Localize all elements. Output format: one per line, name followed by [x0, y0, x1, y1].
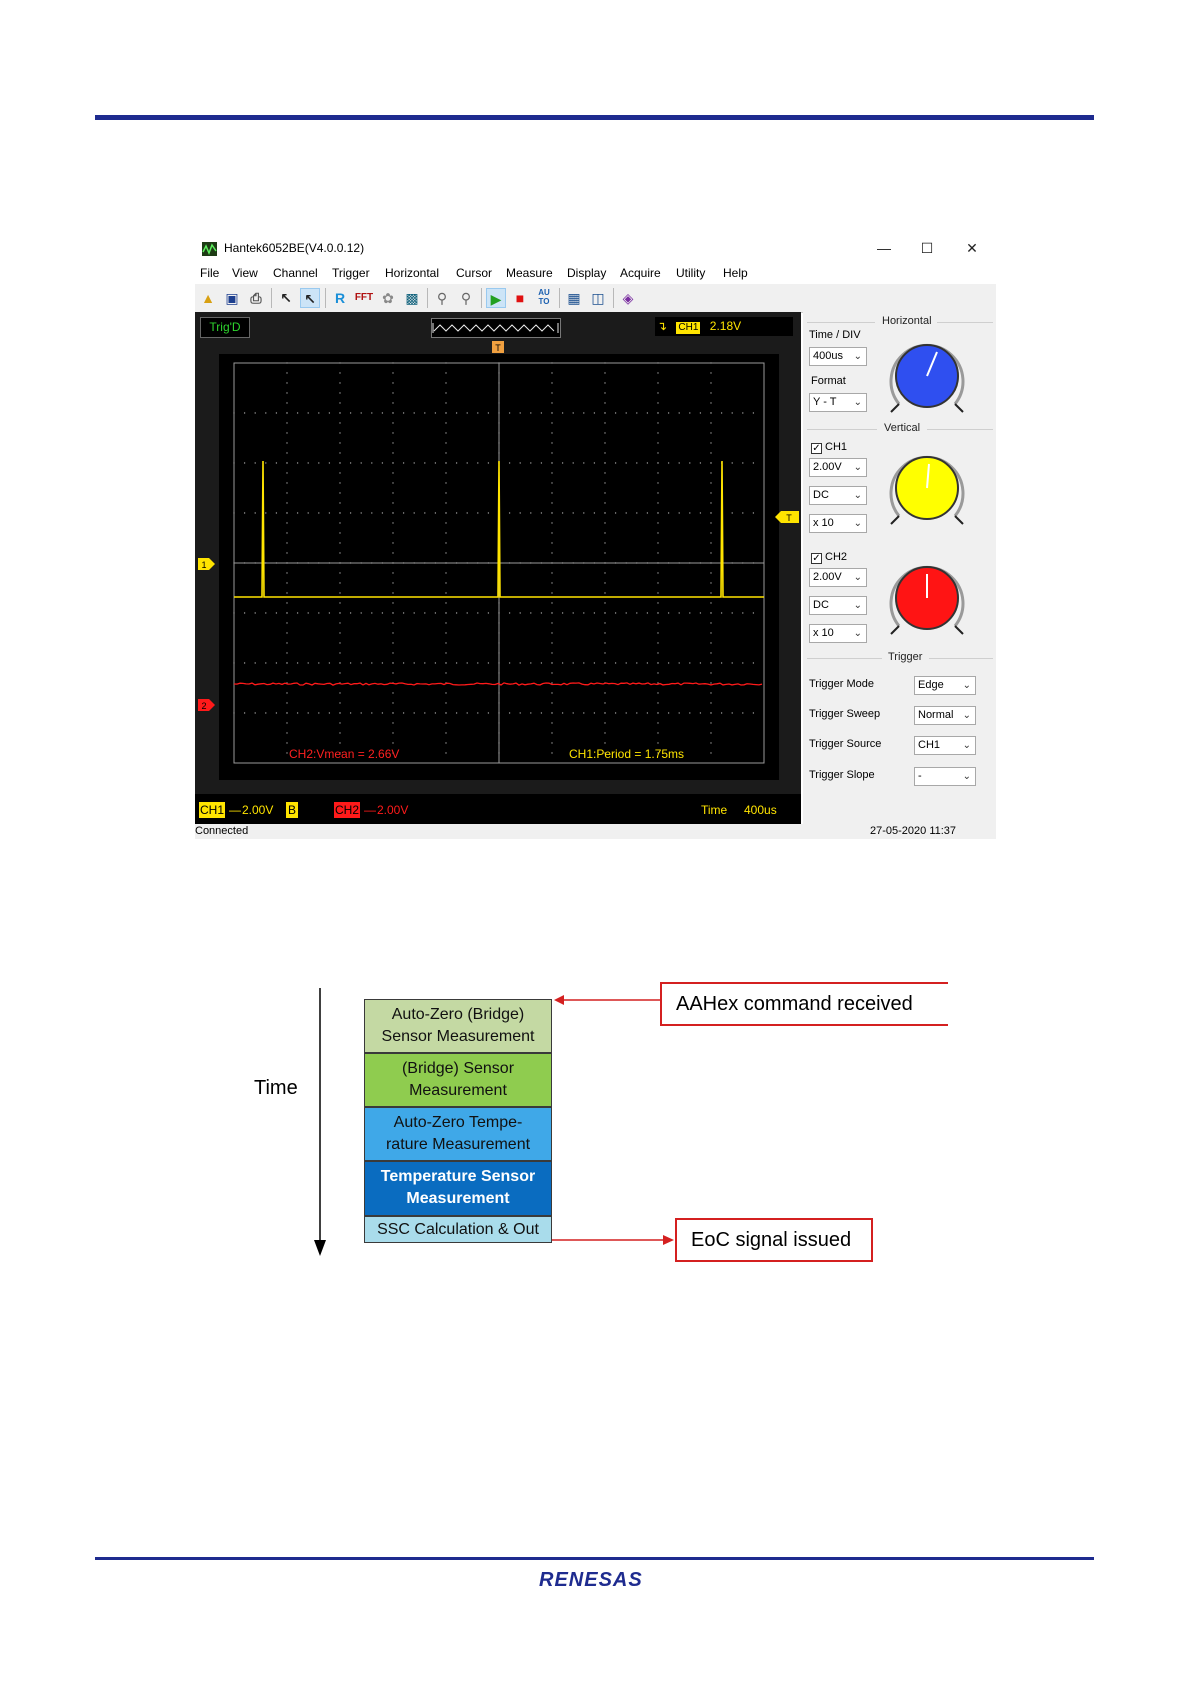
fft-icon[interactable]: FFT: [354, 292, 374, 303]
menu-channel[interactable]: Channel: [273, 266, 318, 280]
command-received-callout: AAHex command received: [660, 982, 948, 1026]
minimize-button[interactable]: —: [877, 240, 891, 256]
end-pointer-arrowhead: [663, 1235, 674, 1245]
window-title: Hantek6052BE(V4.0.0.12): [224, 241, 365, 255]
trigger-sweep-select[interactable]: Normal ⌄: [914, 706, 976, 725]
phase-autozero-temperature: [364, 1107, 552, 1161]
ch2-volts-knob[interactable]: [887, 558, 967, 638]
ch1-dc-icon: —: [229, 803, 241, 817]
falling-edge-icon: ↴: [657, 319, 668, 333]
ch2-probe-select[interactable]: x 10 ⌄: [809, 624, 867, 643]
menu-file[interactable]: File: [200, 266, 220, 280]
time-div-label: Time / DIV: [809, 329, 861, 341]
ch1-period-measurement: CH1:Period = 1.75ms: [569, 747, 685, 761]
time-axis-arrowhead: [314, 1240, 326, 1256]
maximize-button[interactable]: ☐: [920, 240, 934, 256]
datetime-status: 27-05-2020 11:37: [870, 825, 957, 837]
zoom-out-icon[interactable]: ⚲: [460, 290, 472, 306]
phase-line: Measurement: [406, 1190, 510, 1207]
ch2-name: CH2: [335, 803, 360, 817]
math-icon[interactable]: ✿: [382, 290, 394, 306]
close-button[interactable]: ✕: [966, 240, 978, 256]
trigger-group-title: Trigger: [888, 651, 923, 663]
ch2-coupling-select[interactable]: DC ⌄: [809, 596, 867, 615]
time-value: 400us: [744, 803, 777, 817]
ch2-vmean-measurement: CH2:Vmean = 2.66V: [289, 747, 400, 761]
scope-display: [195, 312, 801, 824]
menu-display[interactable]: Display: [567, 266, 607, 280]
trigger-position-marker[interactable]: [492, 341, 504, 353]
trigger-slope-select[interactable]: - ⌄: [914, 767, 976, 786]
svg-text:RENESAS: RENESAS: [539, 1569, 643, 1590]
trigger-source-label: Trigger Source: [809, 738, 882, 750]
menu-trigger[interactable]: Trigger: [332, 266, 370, 280]
ch2-enable-checkbox[interactable]: ✓: [812, 553, 821, 564]
phase-line: rature Measurement: [385, 1136, 531, 1153]
trigger-level-value: 2.18V: [709, 319, 742, 333]
ch1-enable-checkbox[interactable]: ✓: [812, 443, 821, 454]
ch2-dc-icon: —: [364, 803, 376, 817]
menu-measure[interactable]: Measure: [506, 266, 553, 280]
svg-text:1: 1: [201, 560, 207, 570]
app-status-bar: [195, 824, 996, 839]
footer-rule: [95, 1557, 1094, 1560]
scope-app-window: [195, 234, 996, 839]
select-arrow-icon[interactable]: ↖: [280, 290, 292, 306]
menu-help[interactable]: Help: [723, 266, 748, 280]
ch1-name: CH1: [200, 803, 225, 817]
phase-line: Temperature Sensor: [380, 1168, 536, 1185]
phase-line: Measurement: [409, 1082, 507, 1099]
book-icon[interactable]: ◈: [622, 290, 634, 306]
ch2-label: CH2: [825, 551, 848, 563]
window-icon[interactable]: ◫: [591, 290, 605, 306]
svg-text:T: T: [495, 343, 501, 353]
ch1-volts-select[interactable]: 2.00V ⌄: [809, 458, 867, 477]
phase-bridge-sensor: [364, 1053, 552, 1107]
ref-icon[interactable]: R: [334, 290, 346, 306]
svg-text:2: 2: [201, 701, 207, 711]
menu-view[interactable]: View: [232, 266, 258, 280]
ch1-label: CH1: [825, 441, 848, 453]
phase-line: Auto-Zero Tempe-: [393, 1114, 523, 1131]
title-bar[interactable]: [195, 234, 996, 262]
trigger-level-marker[interactable]: [775, 511, 799, 523]
run-icon[interactable]: ▶: [486, 288, 506, 308]
ch2-marker[interactable]: [198, 699, 215, 711]
trigger-slope-label: Trigger Slope: [809, 769, 875, 781]
phase-ssc-calculation: SSC Calculation & Out: [364, 1216, 552, 1243]
print-icon[interactable]: ⎙: [250, 290, 262, 306]
time-label: Time: [701, 803, 728, 817]
menu-horizontal[interactable]: Horizontal: [385, 266, 440, 280]
auto-icon[interactable]: AU TO: [538, 288, 550, 306]
horizontal-knob[interactable]: [887, 336, 967, 416]
phase-autozero-bridge: [364, 999, 552, 1053]
bandwidth-limit-flag: B: [288, 803, 297, 817]
measurement-sequence-diagram: [250, 980, 970, 1270]
time-axis-label: Time: [254, 1077, 298, 1099]
header-rule: [95, 115, 1094, 120]
menu-utility[interactable]: Utility: [676, 266, 706, 280]
ch1-volts-knob[interactable]: [887, 448, 967, 528]
trigger-source-select[interactable]: CH1 ⌄: [914, 736, 976, 755]
ch2-volts-select[interactable]: 2.00V ⌄: [809, 568, 867, 587]
time-div-select[interactable]: 400us ⌄: [809, 347, 867, 366]
pointer-icon[interactable]: ↖: [300, 288, 320, 308]
trigger-sweep-label: Trigger Sweep: [809, 708, 881, 720]
stop-icon[interactable]: ■: [515, 290, 525, 306]
zoom-in-icon[interactable]: ⚲: [436, 290, 448, 306]
phase-line: (Bridge) Sensor: [401, 1060, 515, 1077]
format-label: Format: [811, 375, 846, 387]
eoc-issued-callout: EoC signal issued: [675, 1218, 873, 1262]
ch1-scale: 2.00V: [242, 803, 274, 817]
control-panel: [803, 312, 996, 824]
trig-status: Trig'D: [200, 317, 250, 338]
connection-status: Connected: [195, 825, 249, 837]
phase-line: Sensor Measurement: [381, 1028, 535, 1045]
phase-line: Auto-Zero (Bridge): [391, 1006, 525, 1023]
trigger-channel-tag: CH1: [678, 322, 699, 333]
trigger-mode-select[interactable]: Edge ⌄: [914, 676, 976, 695]
menu-acquire[interactable]: Acquire: [620, 266, 661, 280]
app-icon: [202, 242, 217, 256]
svg-text:T: T: [786, 513, 792, 523]
phase-temperature-sensor: [364, 1161, 552, 1216]
format-select[interactable]: Y - T ⌄: [809, 393, 867, 412]
horizontal-group-title: Horizontal: [882, 315, 932, 327]
chevron-down-icon: ⌄: [853, 397, 862, 408]
capture-icon[interactable]: ▦: [567, 290, 581, 306]
ch1-probe-select[interactable]: x 10 ⌄: [809, 514, 867, 533]
menu-bar: [195, 262, 996, 284]
ch1-marker[interactable]: [198, 558, 215, 570]
toolbar: [195, 284, 996, 313]
chevron-down-icon: ⌄: [853, 351, 862, 362]
math-wave-icon[interactable]: ▩: [405, 290, 419, 306]
scope-status-bar: [195, 794, 801, 824]
start-pointer-arrowhead: [554, 995, 564, 1005]
vertical-group-title: Vertical: [884, 422, 921, 434]
ch2-scale: 2.00V: [377, 803, 409, 817]
renesas-logo: [539, 1568, 679, 1590]
menu-cursor[interactable]: Cursor: [456, 266, 493, 280]
save-icon[interactable]: ▣: [225, 290, 239, 306]
open-icon[interactable]: ▲: [201, 290, 215, 306]
trigger-mode-label: Trigger Mode: [809, 678, 875, 690]
ch1-coupling-select[interactable]: DC ⌄: [809, 486, 867, 505]
